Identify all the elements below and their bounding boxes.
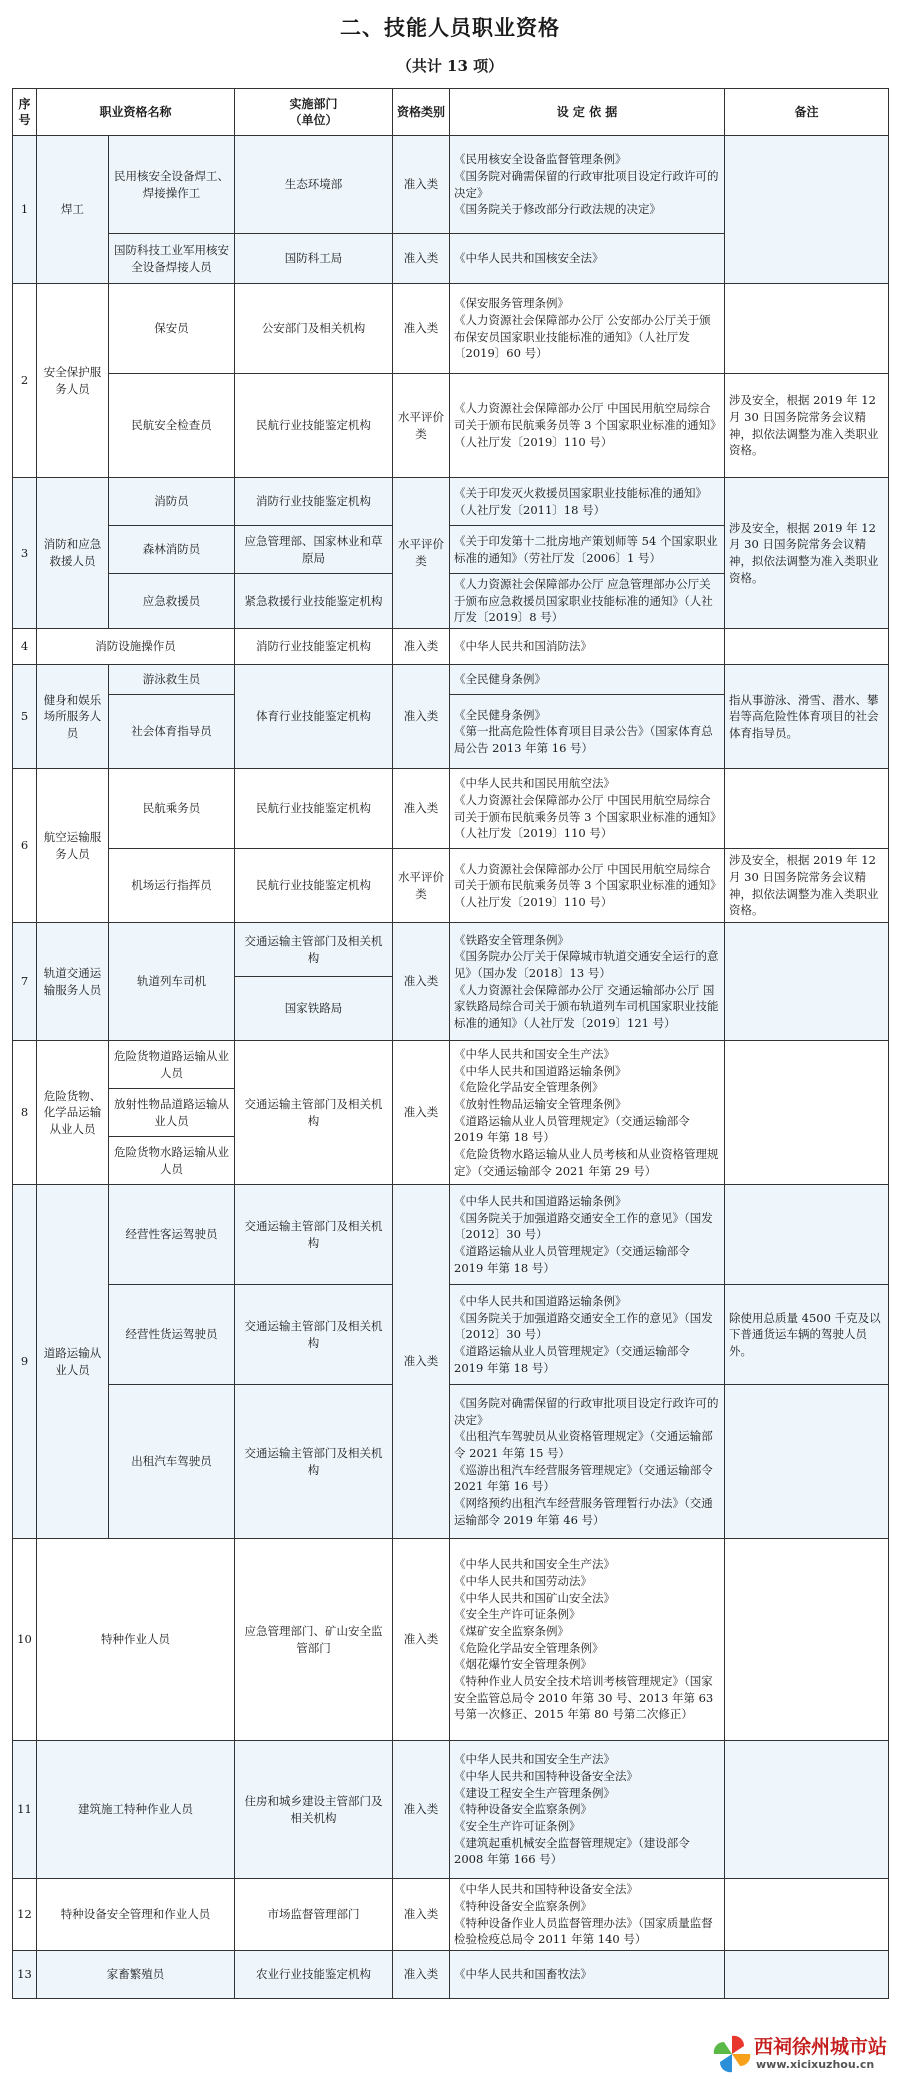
cell-subname: 危险货物水路运输从业人员 — [109, 1137, 235, 1185]
cell-subname: 民航安全检查员 — [109, 374, 235, 478]
cell-remark — [725, 923, 889, 1041]
cell-dept: 民航行业技能鉴定机构 — [235, 769, 393, 849]
cell-basis: 《中华人民共和国特种设备安全法》 《特种设备安全监察条例》 《特种设备作业人员监督管理办法》（国家质量监督检验检疫总局令 2011 年第 140 号） — [450, 1879, 725, 1951]
watermark-url: www.xicixuzhou.cn — [756, 2058, 875, 2071]
cell-subname: 民航乘务员 — [109, 769, 235, 849]
cell-subname: 保安员 — [109, 284, 235, 374]
cell-subname: 经营性货运驾驶员 — [109, 1285, 235, 1385]
cell-type: 准入类 — [393, 665, 450, 769]
cell-dept: 生态环境部 — [235, 136, 393, 234]
cell-dept: 消防行业技能鉴定机构 — [235, 478, 393, 526]
cell-type: 准入类 — [393, 1951, 450, 1999]
header-basis: 设 定 依 据 — [450, 89, 725, 136]
cell-no: 13 — [13, 1951, 37, 1999]
cell-dept: 紧急救援行业技能鉴定机构 — [235, 574, 393, 629]
cell-dept: 国家铁路局 — [235, 977, 393, 1041]
cell-remark — [725, 1539, 889, 1741]
table-header-row — [13, 89, 889, 136]
cell-name: 建筑施工特种作业人员 — [37, 1741, 235, 1879]
table-row — [13, 1385, 889, 1539]
cell-remark: 指从事游泳、滑雪、潜水、攀岩等高危险性体育项目的社会体育指导员。 — [725, 665, 889, 769]
cell-dept: 体育行业技能鉴定机构 — [235, 665, 393, 769]
cell-dept: 市场监督管理部门 — [235, 1879, 393, 1951]
cell-basis: 《民用核安全设备监督管理条例》 《国务院对确需保留的行政审批项目设定行政许可的决定》 《国务院关于修改部分行政法规的决定》 — [450, 136, 725, 234]
cell-dept: 交通运输主管部门及相关机构 — [235, 1385, 393, 1539]
table-row — [13, 374, 889, 478]
cell-basis: 《关于印发灭火救援员国家职业技能标准的通知》（人社厅发〔2011〕18 号） — [450, 478, 725, 526]
header-type: 资格类别 — [393, 89, 450, 136]
cell-dept: 农业行业技能鉴定机构 — [235, 1951, 393, 1999]
cell-basis: 《关于印发第十二批房地产策划师等 54 个国家职业标准的通知》（劳社厅发〔2006〕1 号） — [450, 526, 725, 574]
table-row — [13, 1041, 889, 1089]
cell-basis: 《中华人民共和国安全生产法》 《中华人民共和国特种设备安全法》 《建设工程安全生产管理条例》 《特种设备安全监察条例》 《安全生产许可证条例》 《建筑起重机械安全监督管理规定》（建设部令 2008 年第 166 号） — [450, 1741, 725, 1879]
cell-no: 2 — [13, 284, 37, 478]
cell-basis: 《人力资源社会保障部办公厅 应急管理部办公厅关于颁布应急救援员国家职业技能标准的通知》（人社厅发〔2019〕8 号） — [450, 574, 725, 629]
cell-subname: 出租汽车驾驶员 — [109, 1385, 235, 1539]
cell-remark — [725, 1741, 889, 1879]
cell-dept: 住房和城乡建设主管部门及相关机构 — [235, 1741, 393, 1879]
cell-category: 健身和娱乐场所服务人员 — [37, 665, 109, 769]
cell-no: 1 — [13, 136, 37, 284]
cell-type: 准入类 — [393, 1041, 450, 1185]
cell-basis: 《中华人民共和国道路运输条例》 《国务院关于加强道路交通安全工作的意见》（国发〔2012〕30 号） 《道路运输从业人员管理规定》（交通运输部令 2019 年第 18 号） — [450, 1185, 725, 1285]
cell-remark — [725, 284, 889, 374]
cell-remark: 涉及安全，根据 2019 年 12 月 30 日国务院常务会议精神，拟依法调整为准入类职业资格。 — [725, 478, 889, 629]
cell-category: 航空运输服务人员 — [37, 769, 109, 923]
cell-subname: 森林消防员 — [109, 526, 235, 574]
cell-basis: 《全民健身条例》 《第一批高危险性体育项目目录公告》（国家体育总局公告 2013 年第 16 号） — [450, 695, 725, 769]
cell-no: 12 — [13, 1879, 37, 1951]
cell-subname: 应急救援员 — [109, 574, 235, 629]
cell-basis: 《全民健身条例》 — [450, 665, 725, 695]
cell-no: 7 — [13, 923, 37, 1041]
cell-category: 安全保护服务人员 — [37, 284, 109, 478]
cell-type: 准入类 — [393, 923, 450, 1041]
cell-remark — [725, 1879, 889, 1951]
cell-no: 6 — [13, 769, 37, 923]
header-name: 职业资格名称 — [37, 89, 235, 136]
cell-subname: 民用核安全设备焊工、焊接操作工 — [109, 136, 235, 234]
cell-basis: 《中华人民共和国安全生产法》 《中华人民共和国劳动法》 《中华人民共和国矿山安全法》 《安全生产许可证条例》 《煤矿安全监察条例》 《危险化学品安全管理条例》 《烟花爆竹安全管理条例》 《特种作业人员安全技术培训考核管理规定》（国家安全监管总局令 2010 年第 30 号、2013 年第 63 号第一次修正、2015 年第 80 号第二次修正） — [450, 1539, 725, 1741]
cell-subname: 危险货物道路运输从业人员 — [109, 1041, 235, 1089]
cell-dept: 交通运输主管部门及相关机构 — [235, 1285, 393, 1385]
table-row — [13, 1185, 889, 1285]
cell-dept: 民航行业技能鉴定机构 — [235, 849, 393, 923]
cell-type: 准入类 — [393, 629, 450, 665]
table-row — [13, 1285, 889, 1385]
page-title: 二、技能人员职业资格 — [340, 16, 560, 40]
qualification-table — [12, 88, 889, 1999]
pinwheel-logo-icon — [712, 2034, 752, 2074]
cell-basis: 《人力资源社会保障部办公厅 中国民用航空局综合司关于颁布民航乘务员等 3 个国家职业标准的通知》（人社厅发〔2019〕110 号） — [450, 849, 725, 923]
table-row — [13, 769, 889, 849]
cell-dept: 应急管理部门、矿山安全监管部门 — [235, 1539, 393, 1741]
cell-name: 家畜繁殖员 — [37, 1951, 235, 1999]
cell-name: 消防设施操作员 — [37, 629, 235, 665]
cell-type: 准入类 — [393, 284, 450, 374]
cell-remark — [725, 1041, 889, 1185]
cell-remark — [725, 1385, 889, 1539]
cell-remark — [725, 629, 889, 665]
cell-type: 准入类 — [393, 1185, 450, 1539]
cell-subname: 轨道列车司机 — [109, 923, 235, 1041]
cell-basis: 《人力资源社会保障部办公厅 中国民用航空局综合司关于颁布民航乘务员等 3 个国家职业标准的通知》（人社厅发〔2019〕110 号） — [450, 374, 725, 478]
cell-subname: 游泳救生员 — [109, 665, 235, 695]
cell-basis: 《中华人民共和国道路运输条例》 《国务院关于加强道路交通安全工作的意见》（国发〔2012〕30 号） 《道路运输从业人员管理规定》（交通运输部令 2019 年第 18 号） — [450, 1285, 725, 1385]
cell-no: 9 — [13, 1185, 37, 1539]
cell-no: 5 — [13, 665, 37, 769]
cell-dept: 交通运输主管部门及相关机构 — [235, 1185, 393, 1285]
cell-subname: 经营性客运驾驶员 — [109, 1185, 235, 1285]
table-row — [13, 1879, 889, 1951]
cell-basis: 《保安服务管理条例》 《人力资源社会保障部办公厅 公安部办公厅关于颁布保安员国家职业技能标准的通知》（人社厅发〔2019〕60 号） — [450, 284, 725, 374]
cell-subname: 机场运行指挥员 — [109, 849, 235, 923]
cell-subname: 放射性物品道路运输从业人员 — [109, 1089, 235, 1137]
cell-dept: 消防行业技能鉴定机构 — [235, 629, 393, 665]
cell-type: 准入类 — [393, 1879, 450, 1951]
cell-remark — [725, 1185, 889, 1285]
cell-remark — [725, 769, 889, 849]
table-row — [13, 284, 889, 374]
cell-remark — [725, 136, 889, 284]
cell-type: 水平评价类 — [393, 374, 450, 478]
cell-type: 准入类 — [393, 1741, 450, 1879]
cell-subname: 消防员 — [109, 478, 235, 526]
table-row — [13, 923, 889, 977]
cell-subname: 社会体育指导员 — [109, 695, 235, 769]
header-no: 序号 — [13, 89, 37, 136]
table-row — [13, 1951, 889, 1999]
cell-dept: 交通运输主管部门及相关机构 — [235, 923, 393, 977]
cell-dept: 应急管理部、国家林业和草原局 — [235, 526, 393, 574]
header-remark: 备注 — [725, 89, 889, 136]
table-row — [13, 478, 889, 526]
cell-remark: 涉及安全，根据 2019 年 12 月 30 日国务院常务会议精神，拟依法调整为准入类职业资格。 — [725, 849, 889, 923]
cell-basis: 《铁路安全管理条例》 《国务院办公厅关于保障城市轨道交通安全运行的意见》（国办发〔2018〕13 号） 《人力资源社会保障部办公厅 交通运输部办公厅 国家铁路局综合司关于颁布轨道列车司机国家职业技能标准的通知》（人社厅发〔2019〕121 号） — [450, 923, 725, 1041]
cell-type: 准入类 — [393, 234, 450, 284]
cell-dept: 国防科工局 — [235, 234, 393, 284]
cell-type: 水平评价类 — [393, 849, 450, 923]
cell-remark: 涉及安全，根据 2019 年 12 月 30 日国务院常务会议精神，拟依法调整为准入类职业资格。 — [725, 374, 889, 478]
cell-no: 3 — [13, 478, 37, 629]
table-row — [13, 665, 889, 695]
cell-basis: 《中华人民共和国安全生产法》 《中华人民共和国道路运输条例》 《危险化学品安全管理条例》 《放射性物品运输安全管理条例》 《道路运输从业人员管理规定》（交通运输部令 2019 年第 18 号） 《危险货物水路运输从业人员考核和从业资格管理规定》（交通运输部令 2021 年第 29 号） — [450, 1041, 725, 1185]
cell-dept: 公安部门及相关机构 — [235, 284, 393, 374]
cell-remark: 除使用总质量 4500 千克及以下普通货运车辆的驾驶人员外。 — [725, 1285, 889, 1385]
cell-category: 焊工 — [37, 136, 109, 284]
cell-basis: 《中华人民共和国畜牧法》 — [450, 1951, 725, 1999]
cell-name: 特种作业人员 — [37, 1539, 235, 1741]
cell-category: 轨道交通运输服务人员 — [37, 923, 109, 1041]
table-row — [13, 136, 889, 234]
page-subtitle: （共计 13 项） — [396, 57, 504, 75]
cell-basis: 《国务院对确需保留的行政审批项目设定行政许可的决定》 《出租汽车驾驶员从业资格管理规定》（交通运输部令 2021 年第 15 号） 《巡游出租汽车经营服务管理规定》（交通运输部令 2021 年第 16 号） 《网络预约出租汽车经营服务管理暂行办法》（交通运输部令 2019 年第 46 号） — [450, 1385, 725, 1539]
cell-remark — [725, 1951, 889, 1999]
cell-dept: 交通运输主管部门及相关机构 — [235, 1041, 393, 1185]
cell-type: 准入类 — [393, 769, 450, 849]
cell-basis: 《中华人民共和国消防法》 — [450, 629, 725, 665]
table-row — [13, 629, 889, 665]
cell-category: 道路运输从业人员 — [37, 1185, 109, 1539]
cell-type: 准入类 — [393, 1539, 450, 1741]
cell-no: 4 — [13, 629, 37, 665]
table-row — [13, 1539, 889, 1741]
cell-basis: 《中华人民共和国民用航空法》 《人力资源社会保障部办公厅 中国民用航空局综合司关于颁布民航乘务员等 3 个国家职业标准的通知》（人社厅发〔2019〕110 号） — [450, 769, 725, 849]
cell-basis: 《中华人民共和国核安全法》 — [450, 234, 725, 284]
cell-name: 特种设备安全管理和作业人员 — [37, 1879, 235, 1951]
cell-dept: 民航行业技能鉴定机构 — [235, 374, 393, 478]
cell-no: 10 — [13, 1539, 37, 1741]
cell-no: 8 — [13, 1041, 37, 1185]
site-watermark — [700, 2030, 900, 2079]
cell-no: 11 — [13, 1741, 37, 1879]
table-row — [13, 1741, 889, 1879]
header-dept: 实施部门 （单位） — [235, 89, 393, 136]
cell-subname: 国防科技工业军用核安全设备焊接人员 — [109, 234, 235, 284]
table-row — [13, 849, 889, 923]
watermark-site-name: 西祠徐州城市站 — [754, 2036, 888, 2058]
cell-category: 消防和应急救援人员 — [37, 478, 109, 629]
cell-type: 水平评价类 — [393, 478, 450, 629]
cell-category: 危险货物、化学品运输从业人员 — [37, 1041, 109, 1185]
cell-type: 准入类 — [393, 136, 450, 234]
